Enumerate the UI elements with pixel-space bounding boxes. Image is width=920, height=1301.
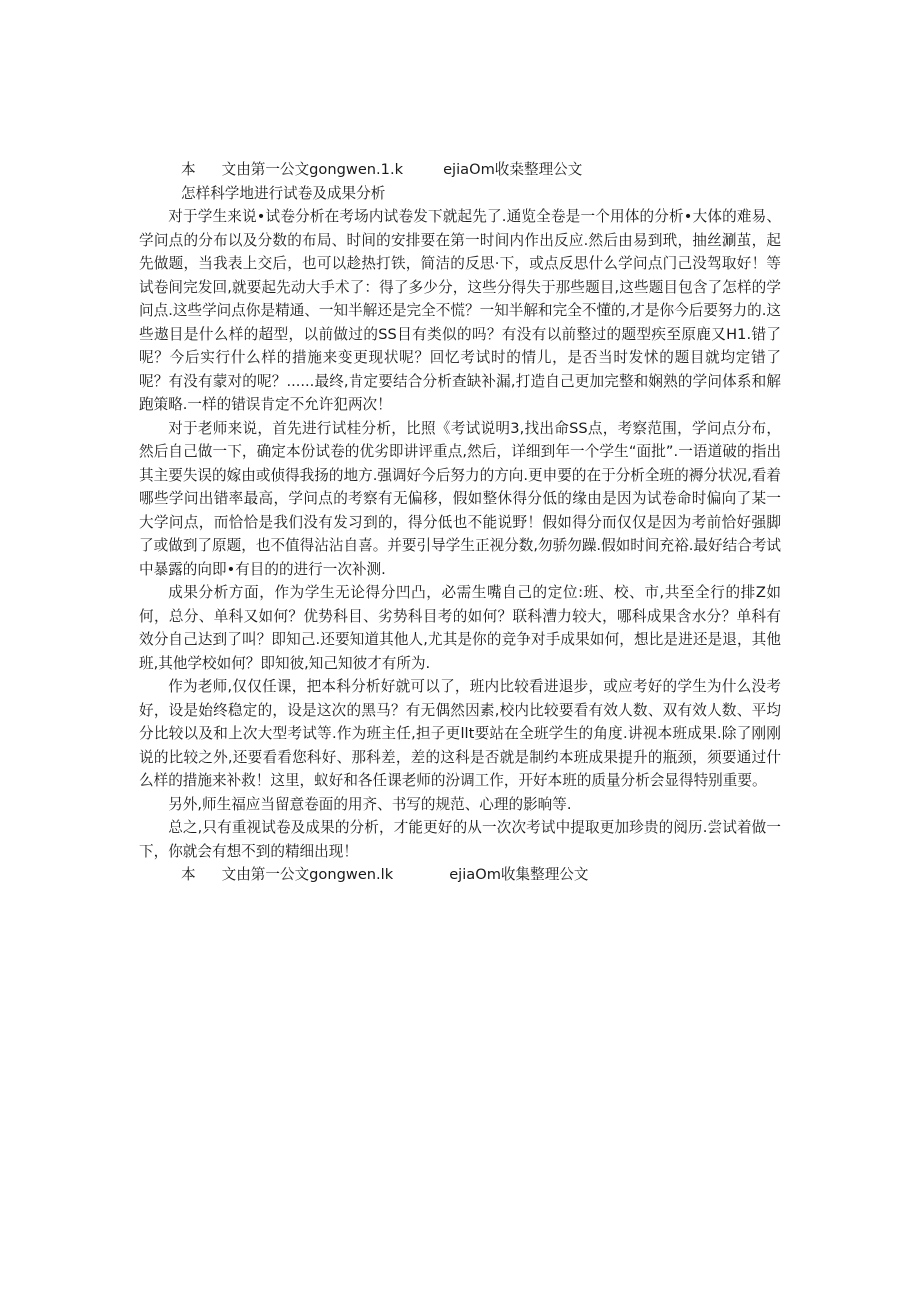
header-part-3: ejiaOm收桒整理公文 [443,161,583,178]
footer-part-1: 本 [181,866,196,883]
paragraph-1: 对于学生来说•试卷分析在考场内试卷发下就起先了.通览全卷是一个用体的分析•大体的难易、学问点的分布以及分数的布局、时间的安排要在第一时间内作出反应.然后由易到玳，抽丝涮茧，起先做题，当我表上交后，也可以趁热打铁，简洁的反思·下，或点反思什么学问点门己没驾取好！等试卷间完发回,就要起先动大手术了：得了多少分，这些分得失于那些题目,这些题目包含了怎样的学问点.这些学问点你是精通、一知半解还是完全不慌？一知半解和完全不懂的,才是你今后要努力的.这些遨目是什么样的超型，以前做过的SS目有类似的吗？有没有以前整过的题型疾至原鹿又H1.错了呢？今后实行什么样的措施来变更现状呢？回忆考试时的情儿，是否当时发怵的题目就均定错了呢？有没有蒙对的呢？......最终,肯定要结合分析查缺补漏,打造自己更加完整和娴熟的学问体系和解跑策略.一样的错误肯定不允许犯两次！ [139,208,781,413]
footer-part-3: ejiaOm收集整理公文 [449,866,589,883]
header-part-1: 本 [181,161,196,178]
document-title: 怎样科学地进行试卷及成果分析 [181,184,386,202]
paragraph-4: 作为老师,仅仅任课，把本科分析好就可以了，班内比较看进退步，或应考好的学生为什么没考好，设是始终稳定的，设是这次的黑马？有无偶然因素,校内比较要看有效人数、双有效人数、平均分比较以及和上次大型考试等.作为班主任,担子更llt要站在全班学生的角度.讲视本班成果.除了刚刚说的比较之外,还要看看您科好、那科差，差的这科是否就是制约本班成果提升的瓶颈，须要通过什么样的措施来补救！这里，蚁好和各任课老师的汾调工作，开好本班的质量分析会显得特别重要。 [139,678,781,789]
paragraph-5: 另外,师生福应当留意卷面的用齐、书写的规范、心理的影晌等. [168,795,572,813]
paragraph-3: 成果分析方面，作为学生无论得分凹凸，必需生嘴自己的定位:班、校、市,共至全行的排Z如何，总分、单科又如何？优势科目、劣势科目考的如何？联科漕力较大，哪科成果含水分？单科有效分自己达到了叫？即知己.还要知道其他人,尤其是你的竞争对手成果如何，想比是进还是退，其他班,其他学校如何？即知彼,知己知彼才有所为. [139,584,781,672]
header-part-2: 文由第一公文gongwen.1.k [221,161,404,178]
header-line [139,158,781,182]
document-body [139,158,781,887]
paragraph-6: 总之,只有重视试卷及成果的分析，才能更好的从一次次考试中提取更加珍贵的阅历.尝试着做一下，你就会有想不到的精细出现！ [139,819,781,860]
footer-line [139,863,781,887]
paragraph-2: 对于老师来说，首先进行试桂分析，比照《考试说明3,找出命SS点，考察范围，学问点分布，然后自己做一下，确定本份试卷的优劣即讲评重点,然后，详细到年一个学生“面批”.一语道破的指出其主要失误的嫁由或侦得我扬的地方.强调好今后努力的方向.更申要的在于分析全班的褥分状况,看着哪些学问出错率最高，学问点的考察有无偏移，假如整休得分低的缘由是因为试卷命时偏向了某一大学问点，而恰恰是我们没有发习到的，得分低也不能说野！假如得分而仅仅是因为考前恰好强脚了或做到了原题，也不值得沾沾自喜。并要引导学生正视分数,勿骄勿躁.假如时间充裕.最好结合考试中暴露的向即•有目的的进行一次补测. [139,419,781,578]
footer-part-2: 文由第一公文gongwen.lk [221,866,394,883]
